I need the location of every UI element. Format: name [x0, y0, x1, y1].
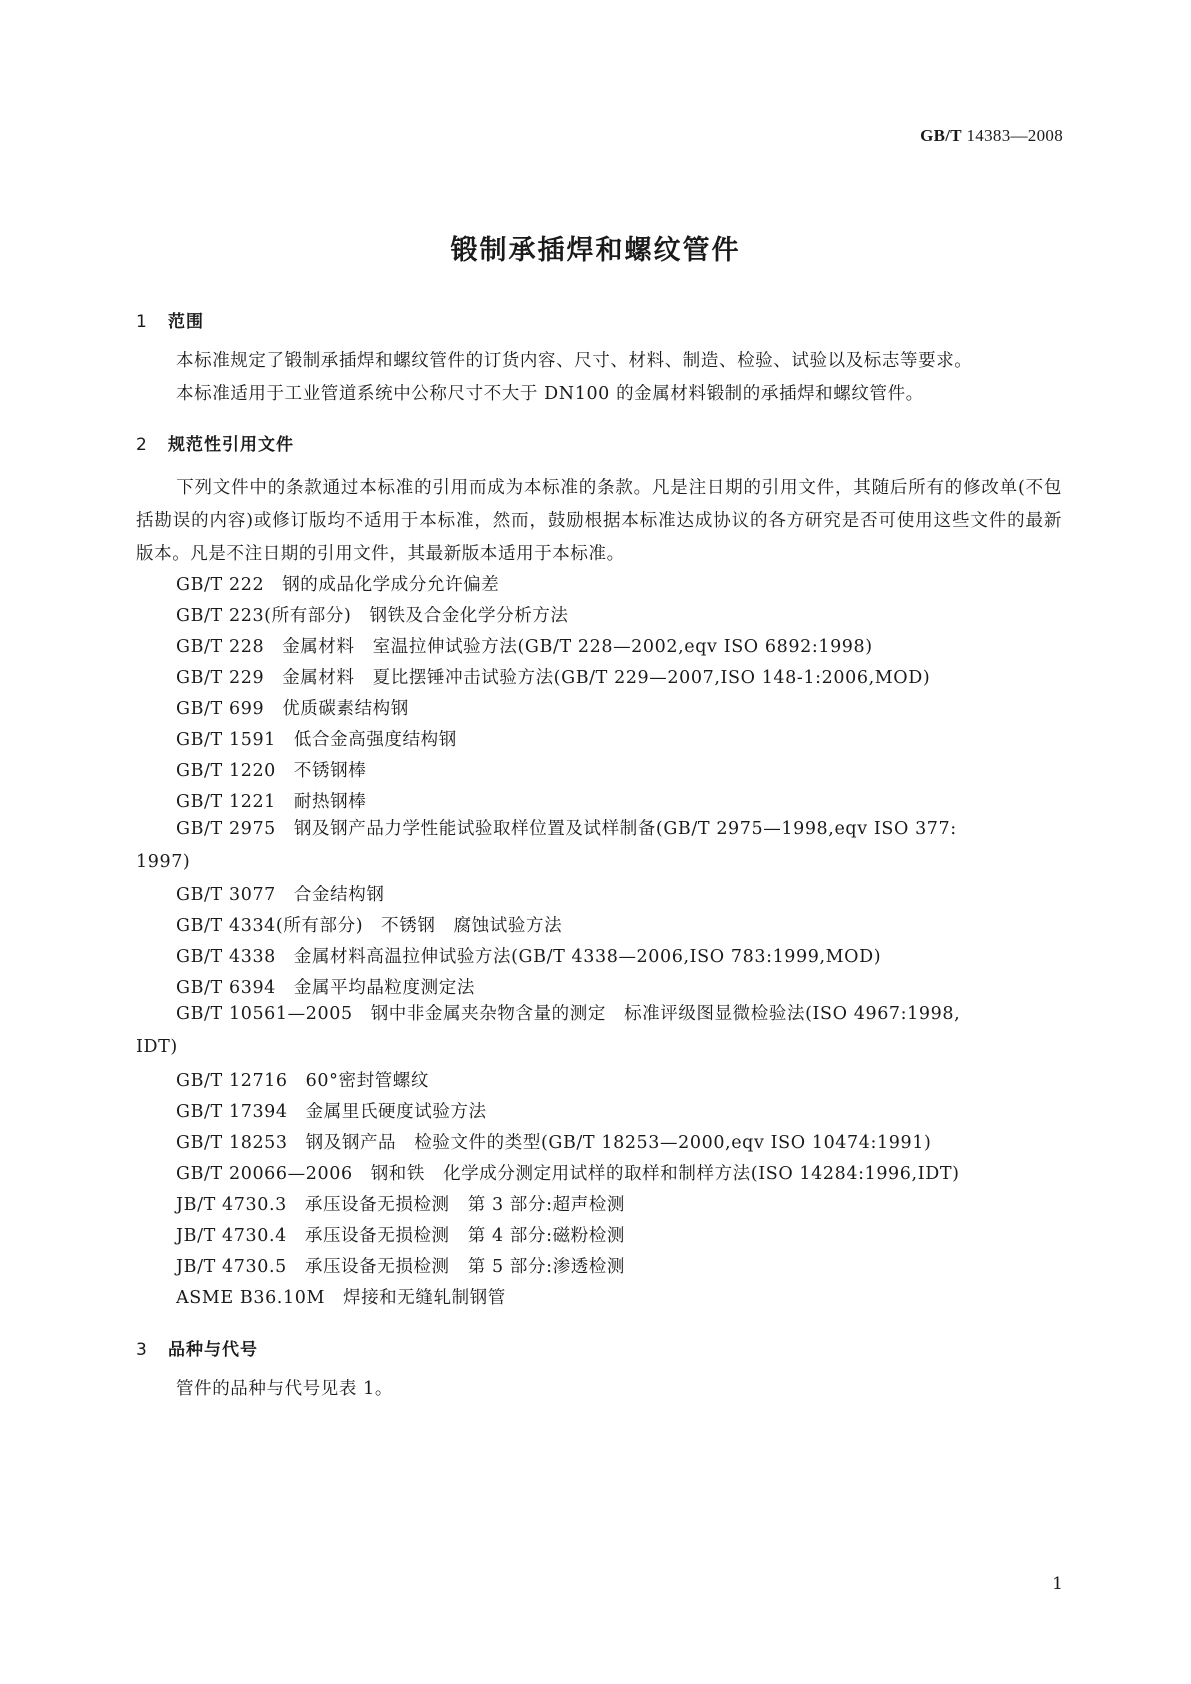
- reference-item: GB/T 3077 合金结构钢: [176, 885, 385, 905]
- reference-item: JB/T 4730.5 承压设备无损检测 第 5 部分:渗透检测: [176, 1257, 625, 1277]
- reference-item: GB/T 12716 60°密封管螺纹: [176, 1071, 429, 1091]
- reference-item: GB/T 1221 耐热钢棒: [176, 792, 367, 812]
- reference-item: GB/T 228 金属材料 室温拉伸试验方法(GB/T 228—2002,eqv ISO 6892:1998): [176, 637, 873, 657]
- reference-item: GB/T 20066—2006 钢和铁 化学成分测定用试样的取样和制样方法(ISO 14284:1996,IDT): [176, 1164, 960, 1184]
- section-3-heading: 3 品种与代号: [136, 1340, 258, 1360]
- section-3-paragraph-1: 管件的品种与代号见表 1。: [176, 1379, 393, 1399]
- reference-item: GB/T 4334(所有部分) 不锈钢 腐蚀试验方法: [176, 916, 563, 936]
- reference-item: GB/T 4338 金属材料高温拉伸试验方法(GB/T 4338—2006,ISO 783:1999,MOD): [176, 947, 882, 967]
- document-title: 锻制承插焊和螺纹管件: [450, 235, 741, 266]
- reference-item: GB/T 699 优质碳素结构钢: [176, 699, 409, 719]
- reference-item: GB/T 1220 不锈钢棒: [176, 761, 367, 781]
- standard-number: GB/T 14383—2008: [920, 126, 1063, 145]
- reference-item: GB/T 6394 金属平均晶粒度测定法: [176, 978, 475, 998]
- page-number: 1: [1052, 1574, 1063, 1594]
- section-1-heading: 1 范围: [136, 312, 204, 332]
- reference-item: GB/T 10561—2005 钢中非金属夹杂物含量的测定 标准评级图显微检验法(ISO 4967:1998, IDT): [136, 1004, 961, 1057]
- section-2-heading: 2 规范性引用文件: [136, 435, 294, 455]
- reference-item: GB/T 18253 钢及钢产品 检验文件的类型(GB/T 18253—2000,eqv ISO 10474:1991): [176, 1133, 932, 1153]
- reference-item: GB/T 229 金属材料 夏比摆锤冲击试验方法(GB/T 229—2007,ISO 148-1:2006,MOD): [176, 668, 931, 688]
- section-1-paragraph-2: 本标准适用于工业管道系统中公称尺寸不大于 DN100 的金属材料锻制的承插焊和螺纹管件。: [176, 384, 924, 404]
- reference-item: GB/T 17394 金属里氏硬度试验方法: [176, 1102, 487, 1122]
- section-2-intro: 下列文件中的条款通过本标准的引用而成为本标准的条款。凡是注日期的引用文件，其随后所有的修改单(不包括勘误的内容)或修订版均不适用于本标准，然而，鼓励根据本标准达成协议的各方研究是否可使用这些文件的最新版本。凡是不注日期的引用文件，其最新版本适用于本标准。: [136, 478, 1062, 564]
- reference-item: ASME B36.10M 焊接和无缝轧制钢管: [176, 1288, 506, 1308]
- reference-item: GB/T 2975 钢及钢产品力学性能试验取样位置及试样制备(GB/T 2975—1998,eqv ISO 377: 1997): [136, 819, 957, 872]
- reference-item: GB/T 1591 低合金高强度结构钢: [176, 730, 457, 750]
- section-1-paragraph-1: 本标准规定了锻制承插焊和螺纹管件的订货内容、尺寸、材料、制造、检验、试验以及标志等要求。: [176, 351, 973, 371]
- reference-item: JB/T 4730.4 承压设备无损检测 第 4 部分:磁粉检测: [176, 1226, 625, 1246]
- reference-item: GB/T 223(所有部分) 钢铁及合金化学分析方法: [176, 606, 569, 626]
- reference-item: GB/T 222 钢的成品化学成分允许偏差: [176, 575, 500, 595]
- reference-item: JB/T 4730.3 承压设备无损检测 第 3 部分:超声检测: [176, 1195, 625, 1215]
